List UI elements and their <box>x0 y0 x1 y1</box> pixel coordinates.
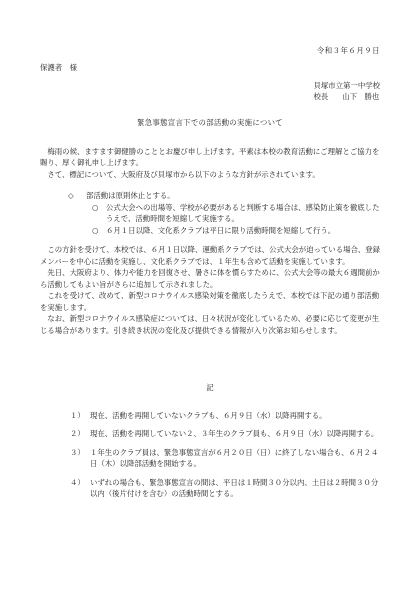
document-body <box>40 146 385 336</box>
greeting-paragraph: 梅雨の候、ますます御健勝のこととお慶び申し上げます。平素は本校の教育活動にご理解とご協力を賜り、厚く御礼申し上げます。 <box>40 147 380 168</box>
item-text: １年生のクラブ員は、緊急事態宣言が６月２０日（日）に終了しない場合も、６月２４日（木）以降部活動を開始する。 <box>90 447 379 469</box>
item-number: ３） <box>70 447 85 457</box>
body-paragraph: なお、新型コロナウイルス感染症については、日々状況が変化しているため、必要に応じて変更が生じる場合があります。引き続き状況の変化及び提供できる情報が入り次第お知らせします。 <box>40 314 380 335</box>
issue-date: 令和３年６月９日 <box>316 46 380 55</box>
circle-bullet-icon: ○ <box>92 225 99 235</box>
item-number: ４） <box>70 477 85 487</box>
principal-line <box>313 91 380 102</box>
numbered-item <box>70 428 382 439</box>
numbered-item <box>70 410 382 421</box>
principal-name: 山下 勝也 <box>342 92 380 102</box>
addressee: 保護者 様 <box>40 63 77 72</box>
school-name: 貝塚市立第一中学校 <box>313 81 380 90</box>
item-text: 現在、活動を再開していないクラブも、６月９日（水）以降再開する。 <box>90 411 327 420</box>
numbered-item <box>70 477 382 500</box>
body-paragraph: この方針を受けて、本校では、６月１日以降、運動系クラブでは、公式大会が迫っている場合、登録メンバーを中心に活動を実施し、文化系クラブでは、１年生も含めて活動を実施しています。 <box>40 245 381 266</box>
item-number: ２） <box>70 429 85 439</box>
circle-bullet-icon: ○ <box>92 202 99 212</box>
numbered-item <box>70 447 382 470</box>
policy-sub-item <box>40 225 385 236</box>
principal-role: 校長 <box>313 92 329 102</box>
numbered-items <box>70 410 382 507</box>
policy-main-text: 部活動は原則休止とする。 <box>86 191 175 201</box>
item-number: １） <box>70 411 85 420</box>
item-text: いずれの場合も、緊急事態宣言の間は、平日は１時間３０分以内、土日は２時間３０分以内（後片付けを含む）の活動時間とする。 <box>90 477 379 499</box>
issuer-block <box>313 80 380 103</box>
ki-heading: 記 <box>206 383 214 392</box>
item-text: 現在、活動を再開していない２、３年生のクラブ員も、６月９日（水）以降再開する。 <box>90 429 379 439</box>
policy-main-item <box>40 190 385 201</box>
policy-sub-item <box>40 202 385 225</box>
intro-paragraph: さて、標記について、大阪府及び貝塚市から以下のような方針が示されています。 <box>47 169 320 179</box>
body-paragraph: これを受けて、改めて、新型コロナウイルス感染対策を徹底したうえで、本校では下記の通り部活動を実施します。 <box>40 291 380 312</box>
policy-sub-text: ６月１日以降、文化系クラブは平日に限り活動時間を短縮して行う。 <box>106 225 336 235</box>
body-paragraph: 先日、大阪府より、体力や能力を回復させ、暑さに体を慣らすために、公式大会等の最大６週間前から活動してもよい旨がさらに追加して示されました。 <box>40 268 380 289</box>
diamond-bullet-icon: ◇ <box>68 191 74 201</box>
policy-list <box>40 190 385 236</box>
policy-sub-text: 公式大会への出場等、学校が必要があると判断する場合は、感染防止策を徹底したうえで、活動時間を短縮して実施する。 <box>106 202 380 224</box>
document-title: 緊急事態宣言下での部活動の実施について <box>137 118 283 127</box>
